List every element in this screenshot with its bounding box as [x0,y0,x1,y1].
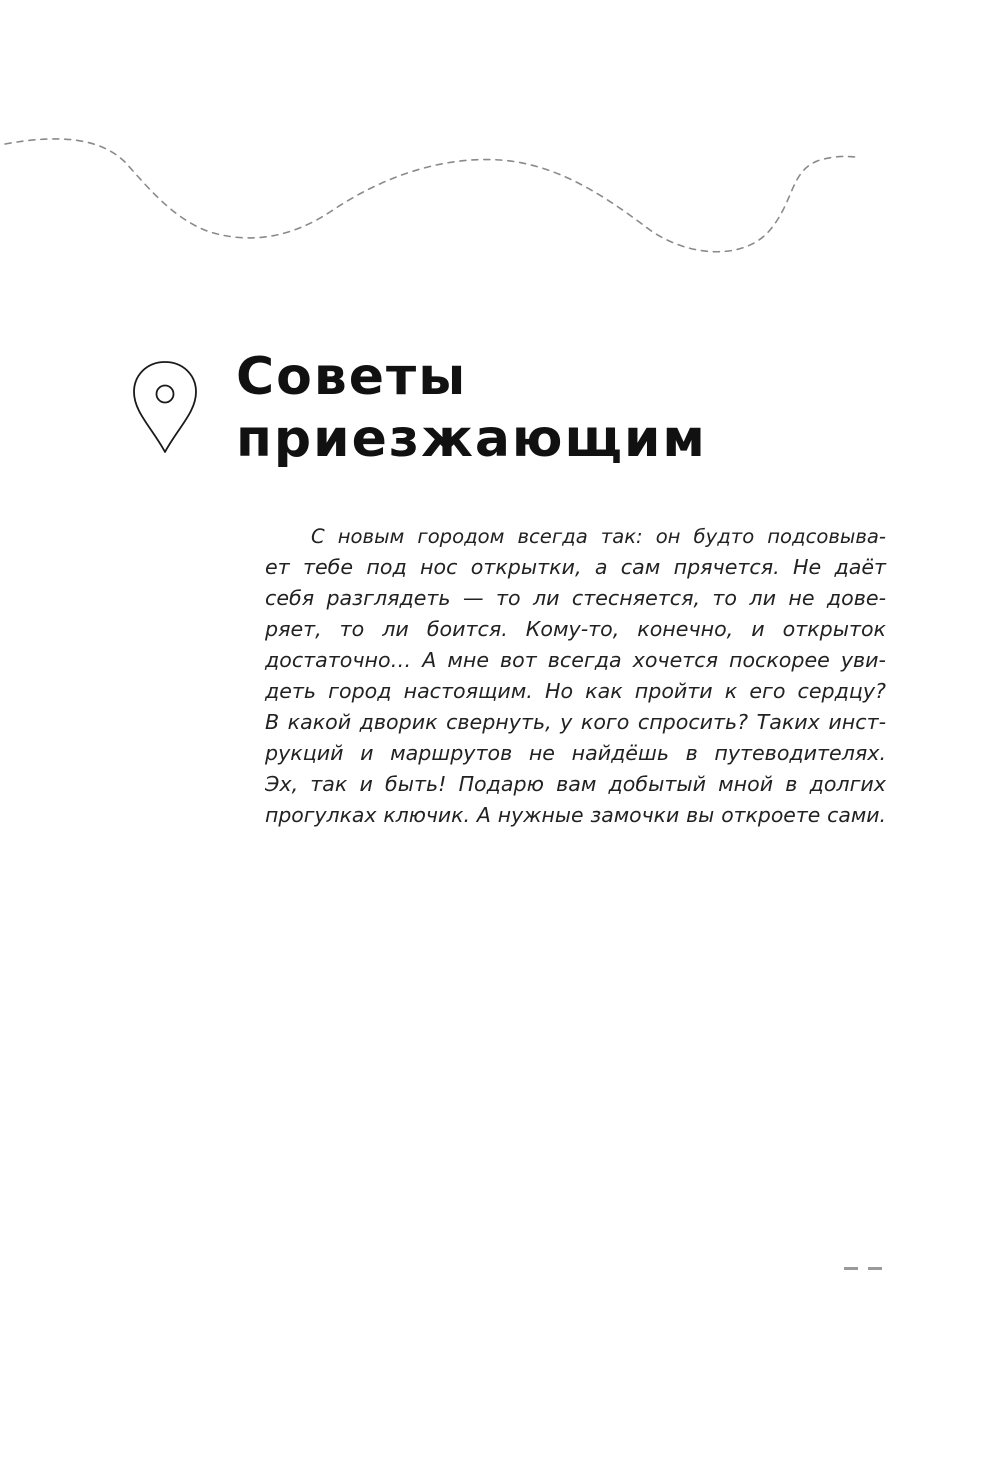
intro-line: В какой дворик свернуть, у кого спросить? Таких инст- [265,710,886,734]
intro-line: деть город настоящим. Но как пройти к его сердцу? [265,679,886,703]
chapter-title-line-2: приезжающим [236,409,707,469]
intro-line: рукций и маршрутов не найдёшь в путеводителях. [265,741,886,765]
map-pin-icon [132,360,198,454]
intro-paragraph [265,521,886,831]
intro-line: прогулках ключик. А нужные замочки вы откроете сами. [265,803,886,827]
page-marker-dashes [844,1266,884,1272]
intro-line: себя разглядеть — то ли стесняется, то ли не дове- [265,586,886,610]
chapter-title-line-1: Советы [236,347,468,407]
intro-line: ряет, то ли боится. Кому-то, конечно, и открыток [265,617,886,641]
intro-line: достаточно… А мне вот всегда хочется поскорее уви- [265,648,886,672]
intro-line: С новым городом всегда так: он будто подсовыва- [311,525,886,548]
dashed-route-line [0,120,1000,280]
intro-line: ет тебе под нос открытки, а сам прячется. Не даёт [265,555,886,579]
chapter-title [236,346,707,470]
intro-line: Эх, так и быть! Подарю вам добытый мной в долгих [265,772,886,796]
